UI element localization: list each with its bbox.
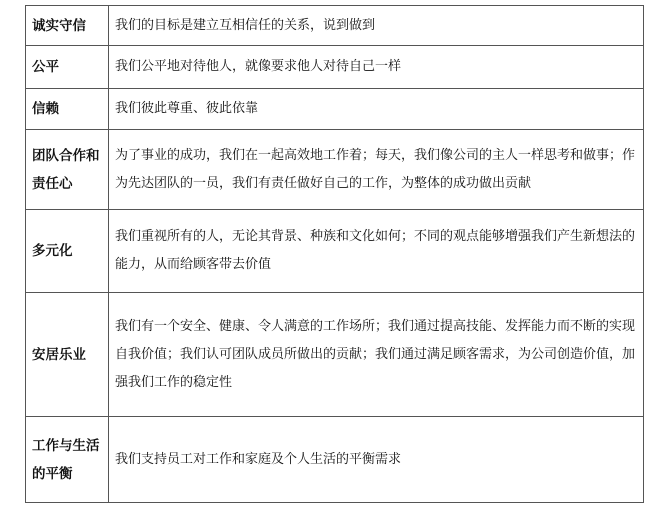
table-row [26, 210, 644, 293]
table-row [26, 130, 644, 210]
table-row [26, 46, 644, 89]
value-name: 诚实守信 [26, 6, 109, 46]
value-name: 公平 [26, 46, 109, 89]
value-name: 团队合作和责任心 [26, 130, 109, 210]
values-table [25, 5, 644, 503]
value-description: 我们的目标是建立互相信任的关系，说到做到 [109, 6, 644, 46]
table-row [26, 417, 644, 503]
table-row [26, 293, 644, 417]
value-description: 我们有一个安全、健康、令人满意的工作场所；我们通过提高技能、发挥能力而不断的实现自我价值；我们认可团队成员所做出的贡献；我们通过满足顾客需求，为公司创造价值，加强我们工作的稳定性 [109, 293, 644, 417]
value-name: 信赖 [26, 89, 109, 130]
table-row [26, 89, 644, 130]
value-description: 我们彼此尊重、彼此依靠 [109, 89, 644, 130]
value-name: 安居乐业 [26, 293, 109, 417]
table-row [26, 6, 644, 46]
value-description: 为了事业的成功，我们在一起高效地工作着；每天，我们像公司的主人一样思考和做事；作为先达团队的一员，我们有责任做好自己的工作，为整体的成功做出贡献 [109, 130, 644, 210]
value-name: 多元化 [26, 210, 109, 293]
value-description: 我们支持员工对工作和家庭及个人生活的平衡需求 [109, 417, 644, 503]
value-description: 我们重视所有的人，无论其背景、种族和文化如何；不同的观点能够增强我们产生新想法的能力，从而给顾客带去价值 [109, 210, 644, 293]
value-name: 工作与生活的平衡 [26, 417, 109, 503]
value-description: 我们公平地对待他人，就像要求他人对待自己一样 [109, 46, 644, 89]
